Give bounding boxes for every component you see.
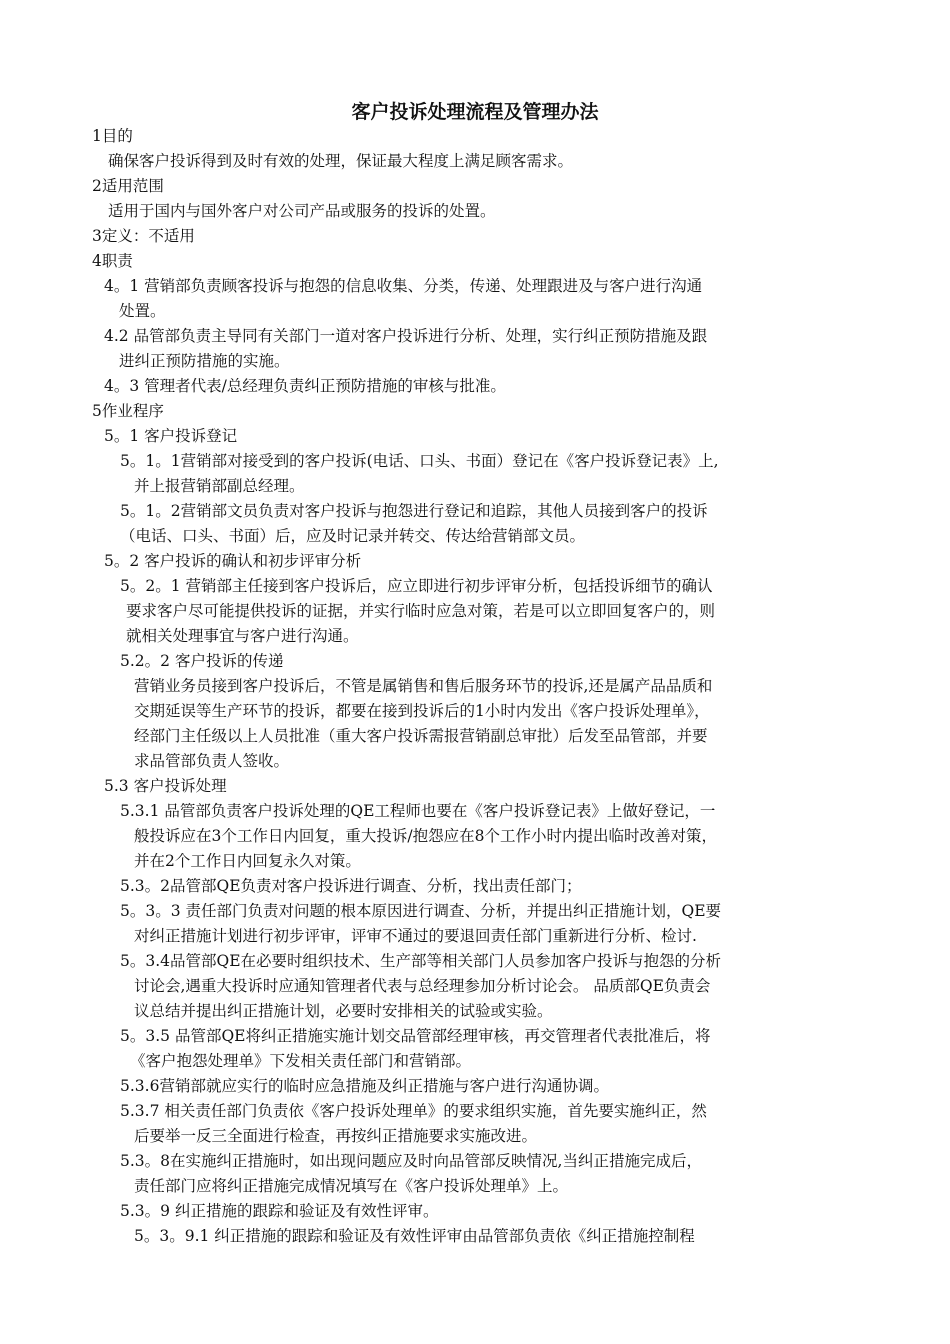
- paragraph-line: 5。1。1营销部对接受到的客户投诉(电话、口头、书面）登记在《客户投诉登记表》上,: [120, 452, 719, 470]
- section-heading: 4职责: [92, 252, 133, 270]
- paragraph-line: 《客户抱怨处理单》下发相关责任部门和营销部。: [130, 1052, 472, 1070]
- paragraph-line: 确保客户投诉得到及时有效的处理，保证最大程度上满足顾客需求。: [108, 152, 574, 170]
- paragraph-line: 般投诉应在3个工作日内回复，重大投诉/抱怨应在8个工作小时内提出临时改善对策，: [134, 827, 717, 845]
- section-heading: 2适用范围: [92, 177, 164, 195]
- paragraph-line: 处置。: [119, 302, 166, 320]
- paragraph-line: 并上报营销部副总经理。: [134, 477, 305, 495]
- paragraph-line: 4。1 营销部负责顾客投诉与抱怨的信息收集、分类，传递、处理跟进及与客户进行沟通: [104, 277, 703, 295]
- paragraph-line: 适用于国内与国外客户对公司产品或服务的投诉的处置。: [108, 202, 496, 220]
- paragraph-line: 交期延误等生产环节的投诉，都要在接到投诉后的1小时内发出《客户投诉处理单》，: [134, 702, 710, 720]
- subsection-heading: 5。1 客户投诉登记: [104, 427, 238, 445]
- paragraph-line: 5。2。1 营销部主任接到客户投诉后，应立即进行初步评审分析，包括投诉细节的确认: [120, 577, 713, 595]
- paragraph-line: 5.3.1 品管部负责客户投诉处理的QE工程师也要在《客户投诉登记表》上做好登记，一: [120, 802, 716, 820]
- paragraph-line: 并在2个工作日内回复永久对策。: [134, 852, 361, 870]
- subsection-heading: 5。2 客户投诉的确认和初步评审分析: [104, 552, 362, 570]
- paragraph-line: 讨论会,遇重大投诉时应通知管理者代表与总经理参加分析讨论会。 品质部QE负责会: [134, 977, 711, 995]
- paragraph-line: 5.3。9 纠正措施的跟踪和验证及有效性评审。: [120, 1202, 439, 1220]
- paragraph-line: 4。3 管理者代表/总经理负责纠正预防措施的审核与批准。: [104, 377, 506, 395]
- paragraph-line: 对纠正措施计划进行初步评审，评审不通过的要退回责任部门重新进行分析、检讨.: [134, 927, 697, 945]
- document-title: 客户投诉处理流程及管理办法: [351, 101, 599, 123]
- subsection-heading: 5.3 客户投诉处理: [104, 777, 227, 795]
- paragraph-line: 5。3.4品管部QE在必要时组织技术、生产部等相关部门人员参加客户投诉与抱怨的分析: [120, 952, 722, 970]
- paragraph-line: 议总结并提出纠正措施计划，必要时安排相关的试验或实验。: [134, 1002, 553, 1020]
- section-heading: 5作业程序: [92, 402, 164, 420]
- paragraph-line: 经部门主任级以上人员批准（重大客户投诉需报营销副总审批）后发至品管部，并要: [134, 727, 708, 745]
- paragraph-line: 5。3。9.1 纠正措施的跟踪和验证及有效性评审由品管部负责依《纠正措施控制程: [134, 1227, 695, 1245]
- paragraph-line: 就相关处理事宜与客户进行沟通。: [126, 627, 359, 645]
- paragraph-line: 要求客户尽可能提供投诉的证据，并实行临时应急对策，若是可以立即回复客户的，则: [126, 602, 716, 620]
- paragraph-line: 进纠正预防措施的实施。: [119, 352, 290, 370]
- section-heading: 1目的: [92, 127, 133, 145]
- paragraph-line: 求品管部负责人签收。: [134, 752, 290, 770]
- paragraph-line: 5。3。3 责任部门负责对问题的根本原因进行调查、分析，并提出纠正措施计划，QE要: [120, 902, 722, 920]
- paragraph-line: 5.3。2品管部QE负责对客户投诉进行调查、分析，找出责任部门；: [120, 877, 582, 895]
- paragraph-line: 5.3。8在实施纠正措施时，如出现问题应及时向品管部反映情况,当纠正措施完成后，: [120, 1152, 702, 1170]
- paragraph-line: 5。3.5 品管部QE将纠正措施实施计划交品管部经理审核，再交管理者代表批准后，将: [120, 1027, 711, 1045]
- paragraph-line: 4.2 品管部负责主导同有关部门一道对客户投诉进行分析、处理，实行纠正预防措施及跟: [104, 327, 708, 345]
- paragraph-line: 责任部门应将纠正措施完成情况填写在《客户投诉处理单》上。: [134, 1177, 569, 1195]
- paragraph-line: 5.3.6营销部就应实行的临时应急措施及纠正措施与客户进行沟通协调。: [120, 1077, 609, 1095]
- paragraph-line: 营销业务员接到客户投诉后，不管是属销售和售后服务环节的投诉,还是属产品品质和: [134, 677, 713, 695]
- section-heading: 3定义：不适用: [92, 227, 195, 245]
- paragraph-line: 5。1。2营销部文员负责对客户投诉与抱怨进行登记和追踪，其他人员接到客户的投诉: [120, 502, 708, 520]
- paragraph-line: 5.2。2 客户投诉的传递: [120, 652, 284, 670]
- paragraph-line: 5.3.7 相关责任部门负责依《客户投诉处理单》的要求组织实施，首先要实施纠正，然: [120, 1102, 707, 1120]
- paragraph-line: 后要举一反三全面进行检查，再按纠正措施要求实施改进。: [134, 1127, 538, 1145]
- paragraph-line: （电话、口头、书面）后，应及时记录并转交、传达给营销部文员。: [120, 527, 586, 545]
